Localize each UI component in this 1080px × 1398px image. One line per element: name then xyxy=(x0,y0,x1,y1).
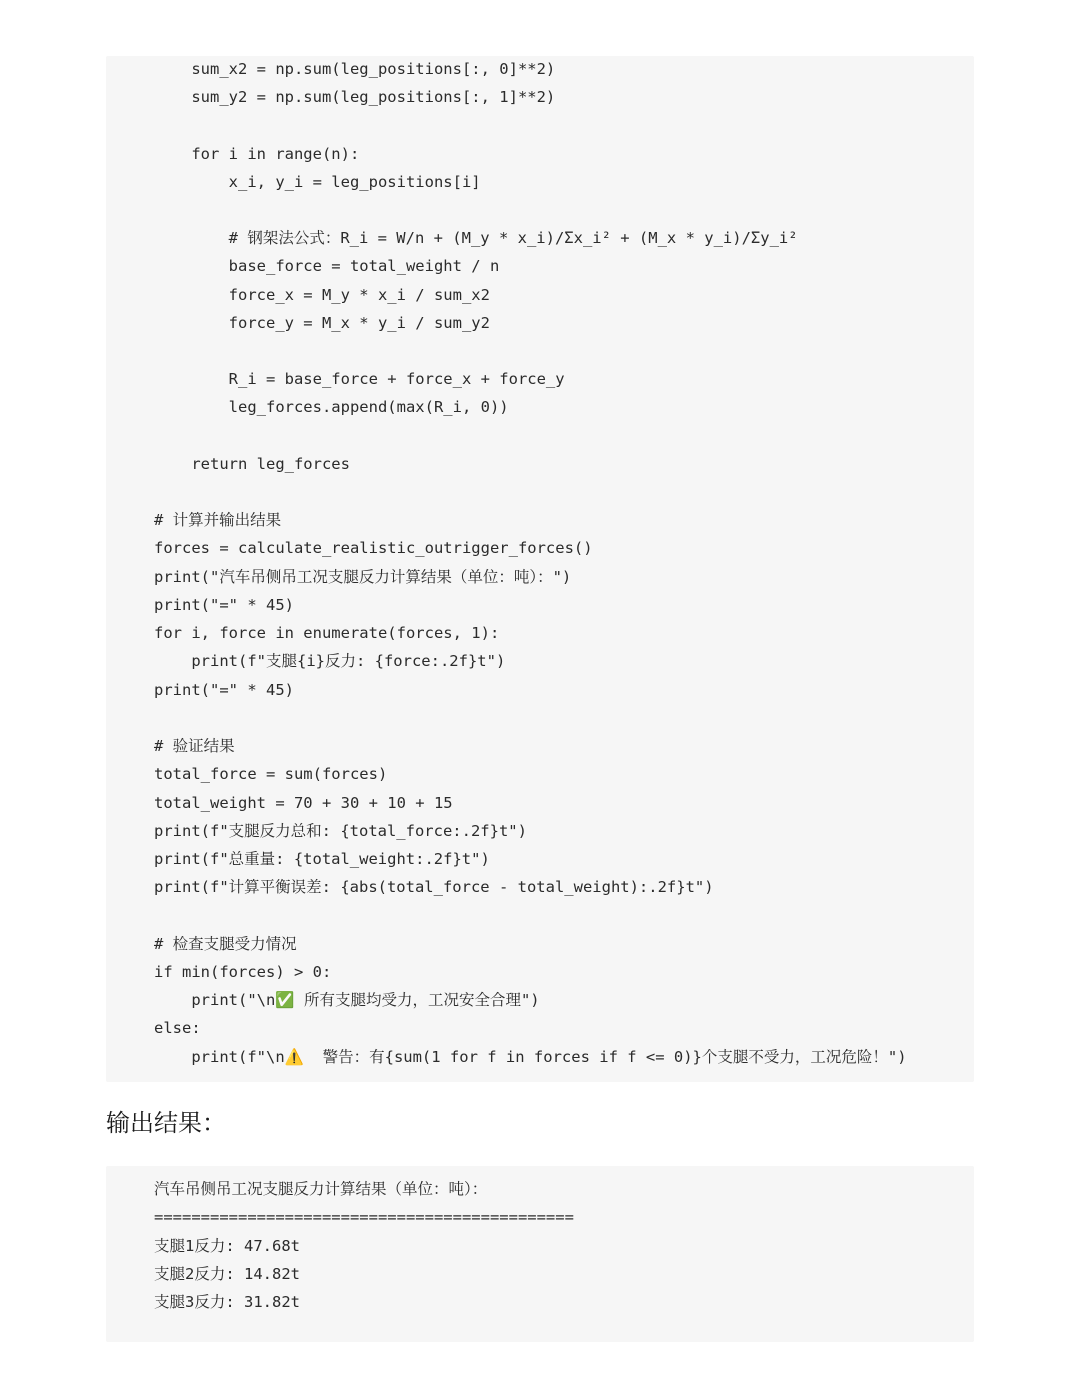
code-line: print("=" * 45) xyxy=(154,596,294,614)
code-comment-line: # 钢架法公式：R_i = W/n + (M_y * x_i)/Σx_i² + (M_x * y_i)/Σy_i² xyxy=(154,229,798,247)
code-line: total_weight = 70 + 30 + 10 + 15 xyxy=(154,794,453,812)
output-heading: 输出结果： xyxy=(106,1109,226,1137)
code-line: force_x = M_y * x_i / sum_x2 xyxy=(154,286,490,304)
code-line: print(f"支腿反力总和: {total_force:.2f}t") xyxy=(154,822,527,840)
code-line: R_i = base_force + force_x + force_y xyxy=(154,370,565,388)
output-block xyxy=(106,1166,974,1342)
code-line: print("\n✅ 所有支腿均受力，工况安全合理") xyxy=(154,991,540,1009)
code-line: print("=" * 45) xyxy=(154,681,294,699)
code-line: return leg_forces xyxy=(154,455,350,473)
code-line: x_i, y_i = leg_positions[i] xyxy=(154,173,481,191)
code-line: for i, force in enumerate(forces, 1): xyxy=(154,624,500,642)
code-comment-line: # 验证结果 xyxy=(154,737,235,755)
code-line: print(f"总重量: {total_weight:.2f}t") xyxy=(154,850,490,868)
code-line: print("汽车吊侧吊工况支腿反力计算结果（单位：吨）：") xyxy=(154,568,572,586)
code-line: total_force = sum(forces) xyxy=(154,765,388,783)
code-line: print(f"支腿{i}反力: {force:.2f}t") xyxy=(154,652,506,670)
code-line: base_force = total_weight / n xyxy=(154,257,500,275)
code-line: forces = calculate_realistic_outrigger_forces() xyxy=(154,539,593,557)
code-line: leg_forces.append(max(R_i, 0)) xyxy=(154,398,509,416)
code-line: sum_y2 = np.sum(leg_positions[:, 1]**2) xyxy=(154,88,556,106)
code-line: force_y = M_x * y_i / sum_y2 xyxy=(154,314,490,332)
output-line: 支腿3反力: 31.82t xyxy=(154,1293,300,1311)
output-line: 支腿2反力: 14.82t xyxy=(154,1265,300,1283)
code-block xyxy=(106,56,974,1082)
code-line: print(f"\n⚠️ 警告：有{sum(1 for f in forces if f <= 0)}个支腿不受力，工况危险！") xyxy=(154,1048,907,1066)
code-comment-line: # 检查支腿受力情况 xyxy=(154,935,297,953)
code-line: sum_x2 = np.sum(leg_positions[:, 0]**2) xyxy=(154,60,556,78)
output-separator: ============================================= xyxy=(154,1208,574,1226)
output-line: 汽车吊侧吊工况支腿反力计算结果（单位：吨）： xyxy=(154,1180,488,1198)
code-line: if min(forces) > 0: xyxy=(154,963,332,981)
output-line: 支腿1反力: 47.68t xyxy=(154,1237,300,1255)
code-line: else: xyxy=(154,1019,201,1037)
code-line: print(f"计算平衡误差: {abs(total_force - total_weight):.2f}t") xyxy=(154,878,714,896)
code-line: for i in range(n): xyxy=(154,145,360,163)
code-comment-line: # 计算并输出结果 xyxy=(154,511,282,529)
